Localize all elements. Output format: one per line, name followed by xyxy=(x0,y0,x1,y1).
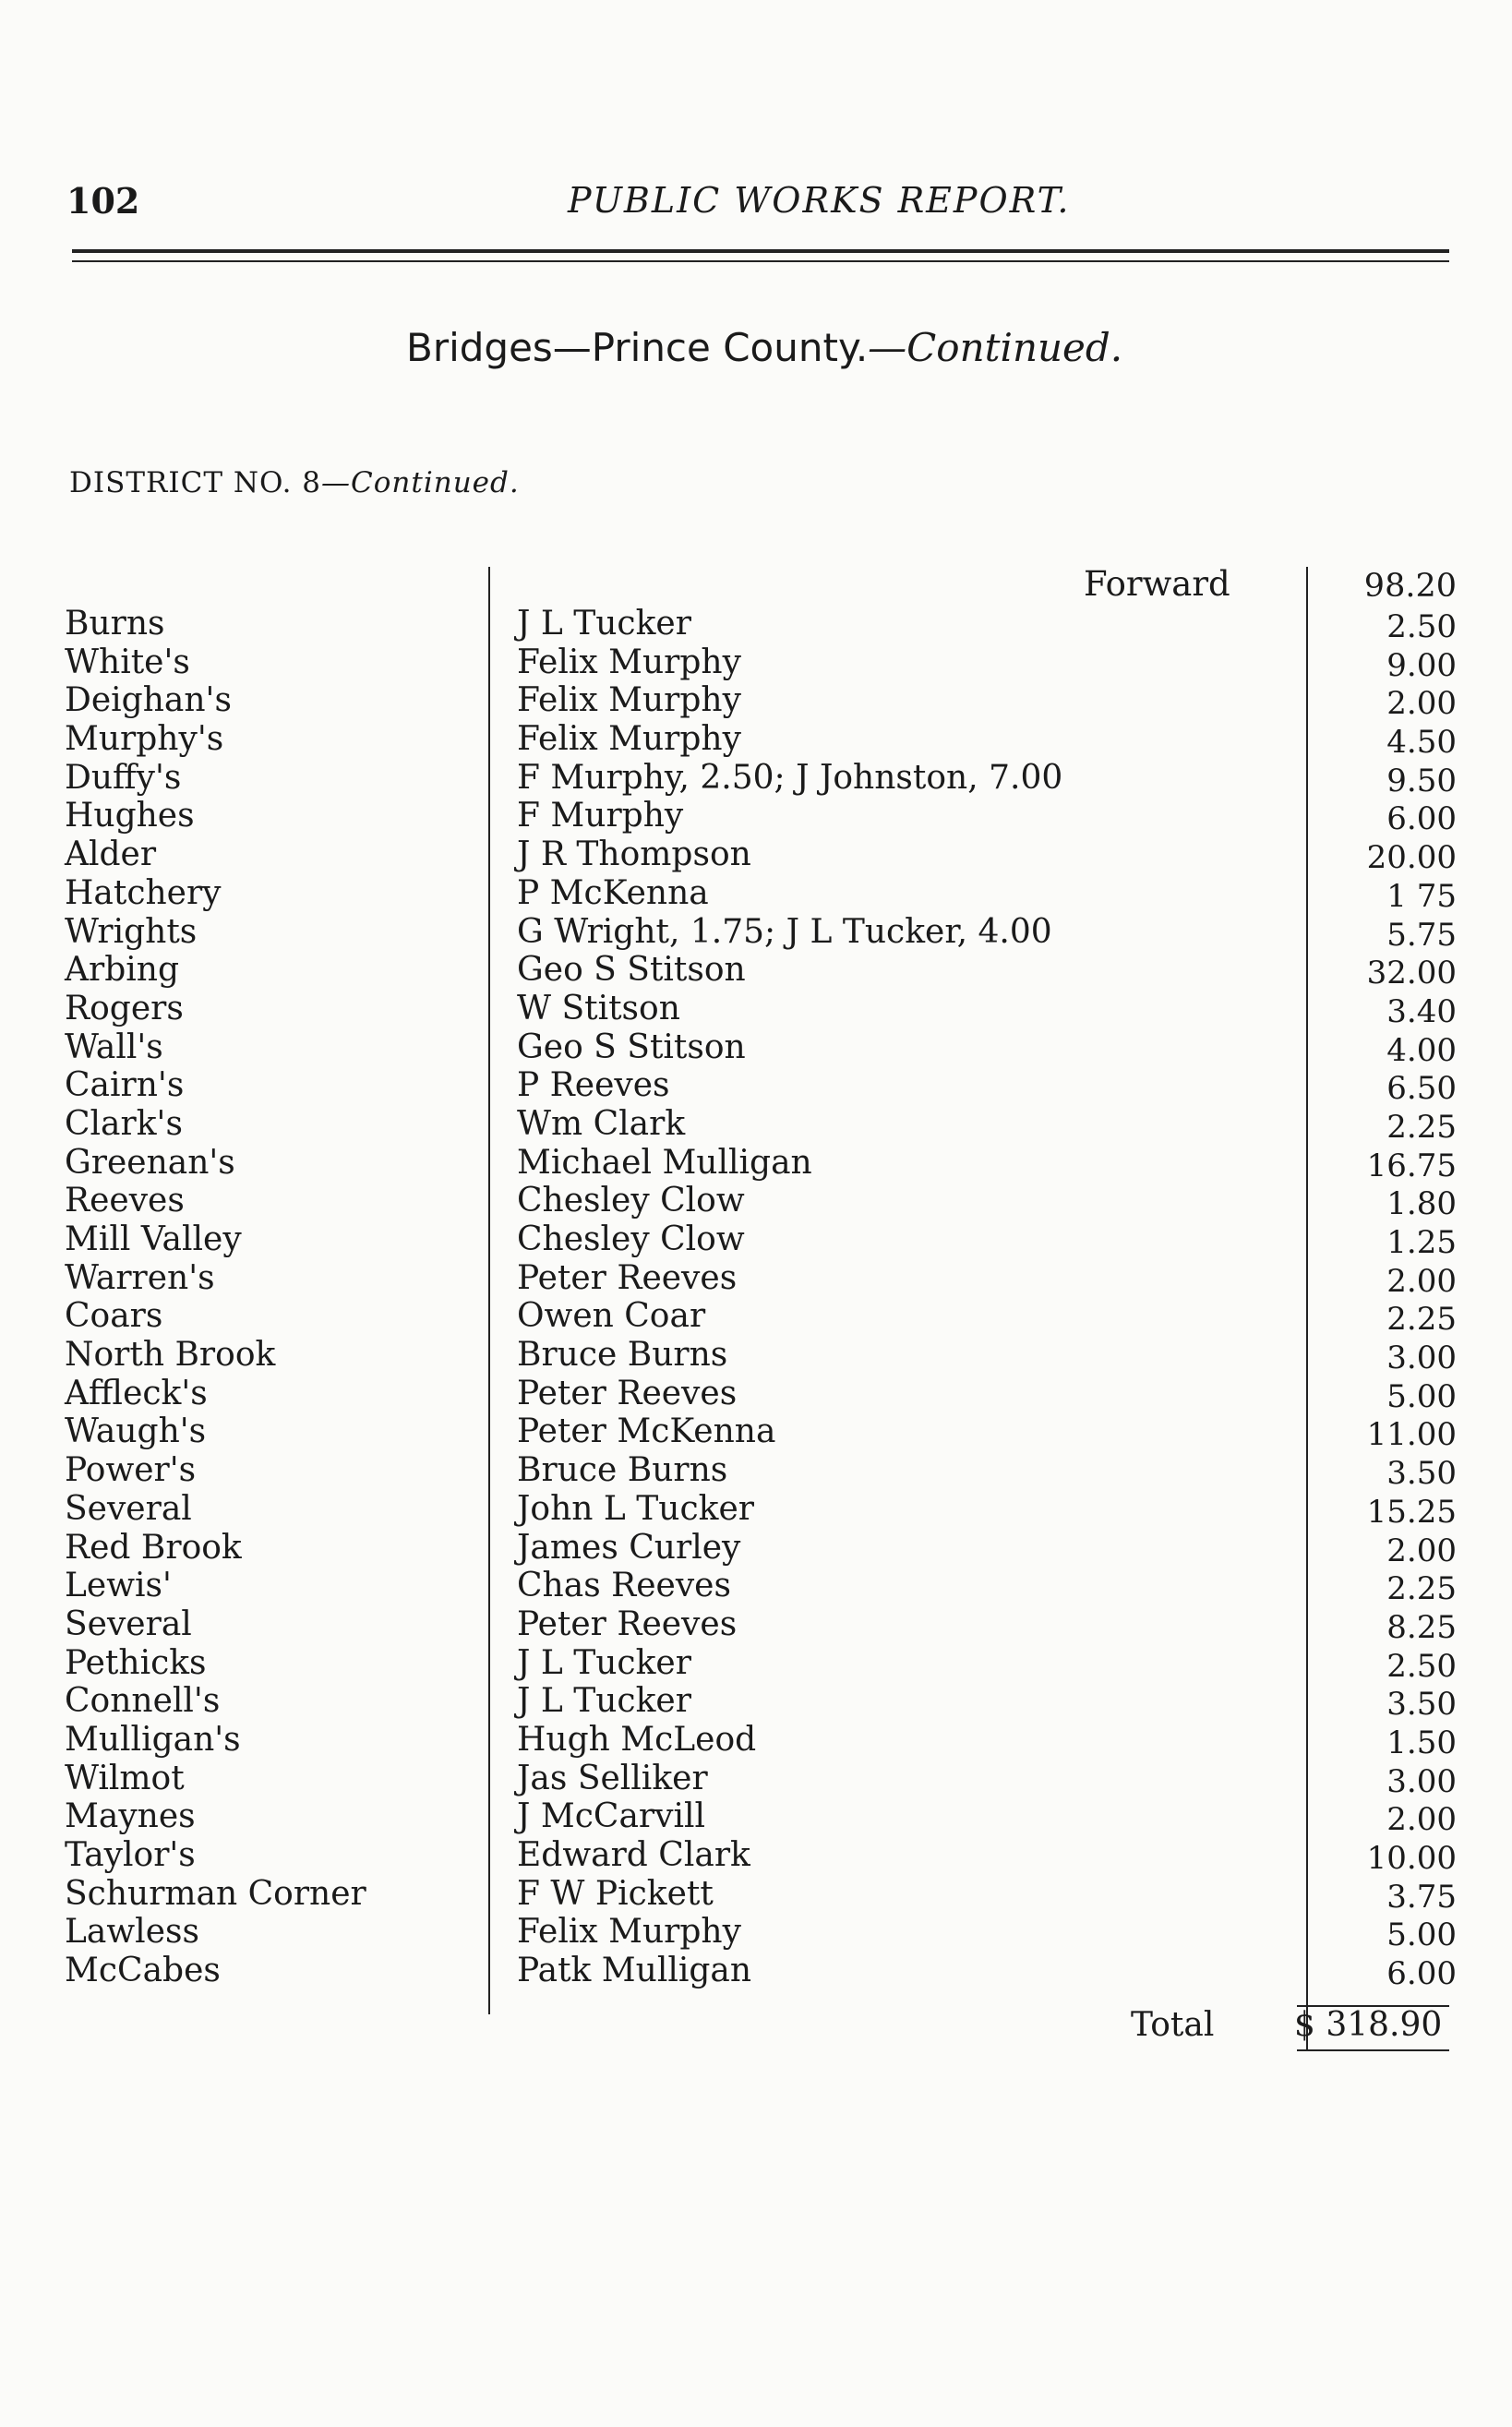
payee-name: Felix Murphy xyxy=(517,720,741,759)
amount-value: 8.25 xyxy=(1386,1608,1457,1646)
payee-name: J L Tucker xyxy=(517,1643,691,1682)
bridge-name: Alder xyxy=(65,835,157,874)
bridge-name: Lawless xyxy=(65,1913,199,1952)
amount-value: 32.00 xyxy=(1366,955,1457,992)
amount-value: 6.50 xyxy=(1386,1070,1457,1108)
bridge-name: Taylor's xyxy=(65,1836,196,1874)
payee-name: J L Tucker xyxy=(517,1682,691,1721)
ledger-row xyxy=(0,759,1512,798)
payee-name: Owen Coar xyxy=(517,1297,706,1336)
bridge-name: Greenan's xyxy=(65,1143,235,1182)
district-continued: —Continued. xyxy=(321,466,520,499)
amount-value: 2.50 xyxy=(1386,608,1457,645)
ledger-row xyxy=(0,1375,1512,1413)
ledger-row xyxy=(0,1144,1512,1183)
bridge-name: Lewis' xyxy=(65,1567,172,1605)
bridge-name: Several xyxy=(65,1489,192,1528)
amount-value: 11.00 xyxy=(1366,1416,1457,1454)
bridge-name: Red Brook xyxy=(65,1528,242,1567)
section-title xyxy=(406,325,1122,370)
bridge-name: Wrights xyxy=(65,912,198,951)
amount-value: 2.25 xyxy=(1386,1108,1457,1146)
bridge-name: Maynes xyxy=(65,1797,196,1836)
bridge-name: Hatchery xyxy=(65,873,222,912)
header-rule-thin xyxy=(72,260,1449,262)
bridge-name: North Brook xyxy=(65,1336,276,1375)
ledger-row xyxy=(0,643,1512,682)
bridge-name: Power's xyxy=(65,1451,197,1490)
payee-name: G Wright, 1.75; J L Tucker, 4.00 xyxy=(517,912,1052,951)
bridge-name: Rogers xyxy=(65,989,184,1027)
bridge-name: Pethicks xyxy=(65,1643,207,1682)
ledger-rows xyxy=(0,605,1512,1993)
ledger-row xyxy=(0,1529,1512,1568)
payee-name: Bruce Burns xyxy=(517,1336,728,1375)
amount-value: 3.00 xyxy=(1386,1340,1457,1377)
amount-value: 2.00 xyxy=(1386,1262,1457,1300)
bridge-name: Mulligan's xyxy=(65,1720,241,1759)
ledger-row xyxy=(0,1875,1512,1914)
ledger-row xyxy=(0,913,1512,952)
amount-value: 2.25 xyxy=(1386,1301,1457,1339)
ledger-row xyxy=(0,1490,1512,1529)
ledger-row xyxy=(0,1797,1512,1839)
payee-name: Peter McKenna xyxy=(517,1412,776,1451)
bridge-name: Hughes xyxy=(65,797,195,835)
payee-name: Peter Reeves xyxy=(517,1374,738,1412)
forward-label: Forward xyxy=(1084,564,1230,604)
amount-value: 3.50 xyxy=(1386,1686,1457,1724)
amount-value: 2.25 xyxy=(1386,1570,1457,1608)
amount-value: 6.00 xyxy=(1386,800,1457,838)
district-label: DISTRICT NO. 8 xyxy=(69,466,322,499)
payee-name: F Murphy, 2.50; J Johnston, 7.00 xyxy=(517,758,1063,797)
amount-value: 2.00 xyxy=(1386,1801,1457,1839)
amount-value: 1.50 xyxy=(1386,1724,1457,1761)
bridge-name: Arbing xyxy=(65,951,179,990)
payee-name: Chas Reeves xyxy=(517,1567,731,1605)
amount-value: 1 75 xyxy=(1386,877,1457,915)
bridge-name: Duffy's xyxy=(65,758,182,797)
bridge-name: Deighan's xyxy=(65,681,232,720)
payee-name: Felix Murphy xyxy=(517,681,741,720)
forward-value: 98.20 xyxy=(1363,568,1457,605)
bridge-name: Connell's xyxy=(65,1682,221,1721)
bridge-name: Wilmot xyxy=(65,1759,185,1797)
ledger-row xyxy=(0,1451,1512,1493)
payee-name: P Reeves xyxy=(517,1066,670,1105)
bridge-name: Reeves xyxy=(65,1182,185,1220)
amount-value: 2.00 xyxy=(1386,1532,1457,1569)
bridge-name: White's xyxy=(65,643,190,681)
amount-value: 4.50 xyxy=(1386,724,1457,762)
ledger-row xyxy=(0,1028,1512,1067)
payee-name: Felix Murphy xyxy=(517,643,741,681)
payee-name: Geo S Stitson xyxy=(517,951,746,990)
amount-value: 20.00 xyxy=(1366,839,1457,877)
ledger-row xyxy=(0,1605,1512,1644)
section-continued: —Continued. xyxy=(868,325,1123,370)
ledger-row xyxy=(0,835,1512,877)
amount-value: 3.40 xyxy=(1386,992,1457,1030)
ledger-row xyxy=(0,1182,1512,1223)
amount-value: 9.50 xyxy=(1386,762,1457,799)
ledger-row xyxy=(0,1760,1512,1798)
payee-name: W Stitson xyxy=(517,989,680,1027)
section-title-text: Bridges—Prince County. xyxy=(406,325,869,370)
bridge-name: Schurman Corner xyxy=(65,1874,366,1913)
payee-name: P McKenna xyxy=(517,873,709,912)
amount-value: 5.75 xyxy=(1386,916,1457,954)
ledger-row xyxy=(0,1836,1512,1875)
payee-name: Peter Reeves xyxy=(517,1258,738,1297)
bridge-name: Mill Valley xyxy=(65,1220,242,1258)
running-title: PUBLIC WORKS REPORT. xyxy=(568,180,1071,221)
ledger-row xyxy=(0,720,1512,762)
page-number: 102 xyxy=(66,180,140,222)
ledger-row xyxy=(0,681,1512,723)
payee-name: F Murphy xyxy=(517,797,684,835)
payee-name: Geo S Stitson xyxy=(517,1027,746,1066)
payee-name: J McCarvill xyxy=(517,1797,705,1836)
amount-value: 3.75 xyxy=(1386,1878,1457,1916)
ledger-row xyxy=(0,1721,1512,1760)
payee-name: Hugh McLeod xyxy=(517,1720,757,1759)
header-rule xyxy=(72,249,1449,253)
ledger-row xyxy=(0,1952,1512,1993)
amount-value: 2.00 xyxy=(1386,685,1457,723)
ledger-row xyxy=(0,1066,1512,1108)
payee-name: Wm Clark xyxy=(517,1104,686,1143)
amount-value: 5.00 xyxy=(1386,1377,1457,1415)
bridge-name: Affleck's xyxy=(65,1374,208,1412)
bridge-name: Warren's xyxy=(65,1258,215,1297)
payee-name: Chesley Clow xyxy=(517,1220,745,1258)
amount-value: 16.75 xyxy=(1366,1147,1457,1184)
bridge-name: Murphy's xyxy=(65,720,224,759)
payee-name: Peter Reeves xyxy=(517,1604,738,1643)
amount-value: 2.50 xyxy=(1386,1647,1457,1685)
district-heading xyxy=(69,466,520,499)
ledger-row xyxy=(0,1412,1512,1454)
bridge-name: Clark's xyxy=(65,1104,183,1143)
bridge-name: Cairn's xyxy=(65,1066,185,1105)
amount-value: 4.00 xyxy=(1386,1031,1457,1069)
payee-name: Bruce Burns xyxy=(517,1451,728,1490)
amount-value: 10.00 xyxy=(1366,1840,1457,1877)
payee-name: Patk Mulligan xyxy=(517,1952,752,1990)
amount-value: 15.25 xyxy=(1366,1493,1457,1531)
payee-name: John L Tucker xyxy=(517,1489,754,1528)
ledger-row xyxy=(0,1297,1512,1339)
ledger-row xyxy=(0,1567,1512,1608)
total-underline xyxy=(1297,2049,1449,2051)
payee-name: Felix Murphy xyxy=(517,1913,741,1952)
bridge-name: Waugh's xyxy=(65,1412,207,1451)
payee-name: J R Thompson xyxy=(517,835,751,874)
ledger-row xyxy=(0,1336,1512,1375)
total-label: Total xyxy=(1131,2006,1215,2044)
ledger-row xyxy=(0,1220,1512,1259)
amount-value: 5.00 xyxy=(1386,1916,1457,1954)
payee-name: Edward Clark xyxy=(517,1836,750,1874)
ledger-row xyxy=(0,874,1512,913)
ledger-row xyxy=(0,1644,1512,1683)
amount-value: 1.25 xyxy=(1386,1224,1457,1261)
ledger-row xyxy=(0,951,1512,990)
ledger-row xyxy=(0,1682,1512,1724)
ledger-row xyxy=(0,990,1512,1028)
bridge-name: Several xyxy=(65,1604,192,1643)
payee-name: J L Tucker xyxy=(517,605,691,643)
payee-name: F W Pickett xyxy=(517,1874,714,1913)
payee-name: James Curley xyxy=(517,1528,741,1567)
bridge-name: Burns xyxy=(65,605,165,643)
amount-value: 9.00 xyxy=(1386,646,1457,684)
amount-value: 6.00 xyxy=(1386,1955,1457,1993)
ledger-row xyxy=(0,797,1512,838)
ledger-row xyxy=(0,1105,1512,1144)
bridge-name: Wall's xyxy=(65,1027,163,1066)
ledger-row xyxy=(0,1259,1512,1298)
amount-value: 1.80 xyxy=(1386,1185,1457,1223)
bridge-name: McCabes xyxy=(65,1952,221,1990)
amount-value: 3.00 xyxy=(1386,1762,1457,1800)
payee-name: Jas Selliker xyxy=(517,1759,708,1797)
bridge-name: Coars xyxy=(65,1297,163,1336)
ledger-row xyxy=(0,1913,1512,1952)
total-value: $ 318.90 xyxy=(1294,2006,1443,2044)
amount-value: 3.50 xyxy=(1386,1455,1457,1493)
payee-name: Chesley Clow xyxy=(517,1182,745,1220)
payee-name: Michael Mulligan xyxy=(517,1143,812,1182)
ledger-row xyxy=(0,605,1512,643)
